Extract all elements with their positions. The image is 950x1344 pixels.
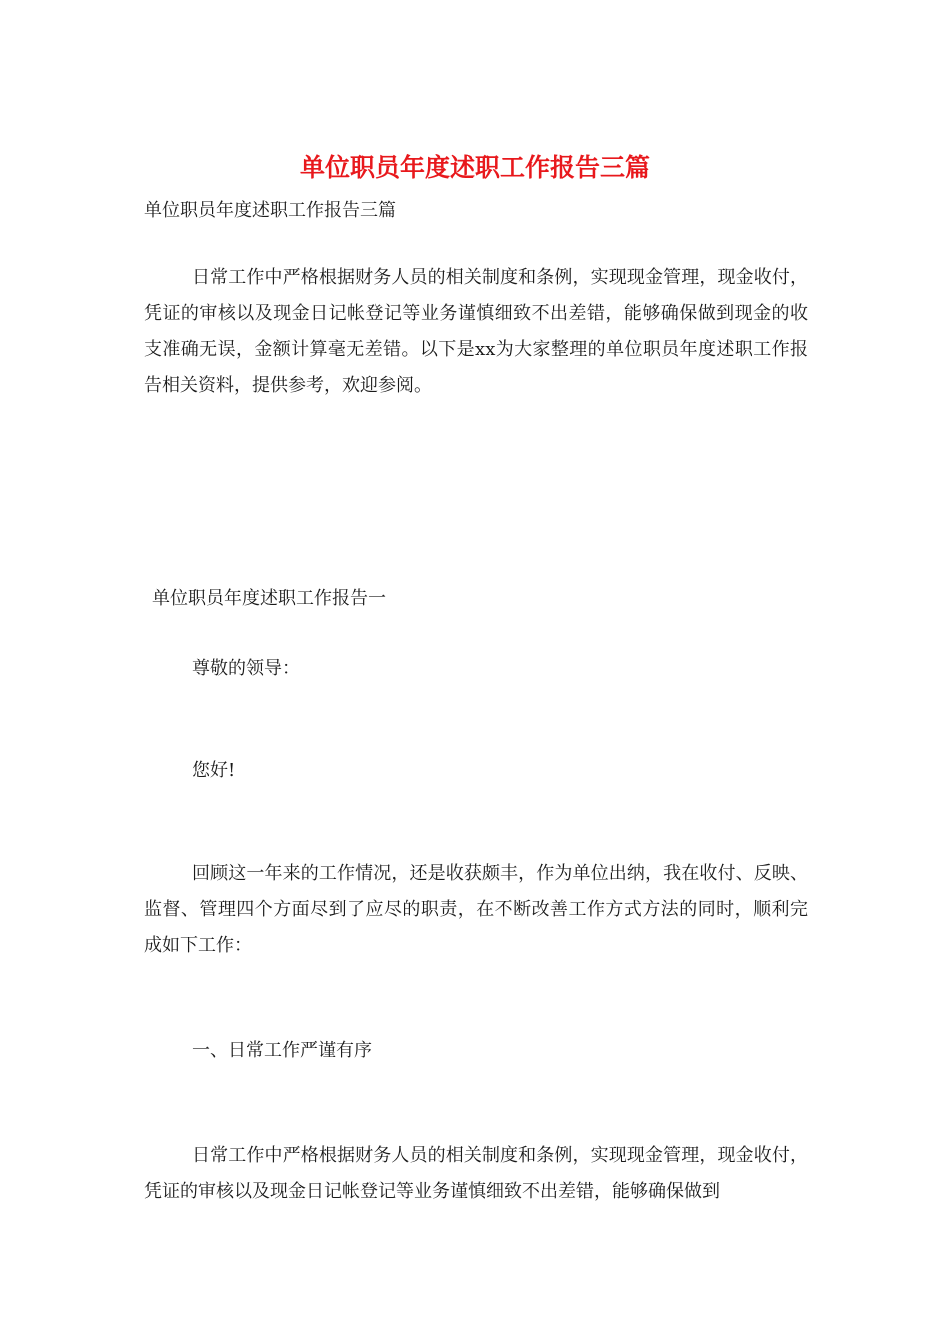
document-title: 单位职员年度述职工作报告三篇 (299, 153, 650, 182)
section-title: 单位职员年度述职工作报告一 (152, 588, 386, 609)
intro-paragraph: 日常工作中严格根据财务人员的相关制度和条例，实现现金管理，现金收付，凭证的审核以及现金日记帐登记等业务谨慎细致不出差错，能够确保做到现金的收支准确无误，金额计算毫无差错。以下是xx为大家整理的单位职员年度述职工作报告相关资料，提供参考，欢迎参阅。 (144, 267, 808, 396)
section-heading-1: 一、日常工作严谨有序 (192, 1040, 372, 1061)
greeting: 您好! (192, 760, 236, 781)
review-paragraph: 回顾这一年来的工作情况，还是收获颇丰，作为单位出纳，我在收付、反映、监督、管理四个方面尽到了应尽的职责，在不断改善工作方式方法的同时，顺利完成如下工作： (144, 863, 808, 956)
body-paragraph-1: 日常工作中严格根据财务人员的相关制度和条例，实现现金管理，现金收付，凭证的审核以及现金日记帐登记等业务谨慎细致不出差错，能够确保做到 (144, 1145, 808, 1202)
salutation: 尊敬的领导： (192, 658, 300, 679)
document-subtitle: 单位职员年度述职工作报告三篇 (144, 200, 396, 221)
